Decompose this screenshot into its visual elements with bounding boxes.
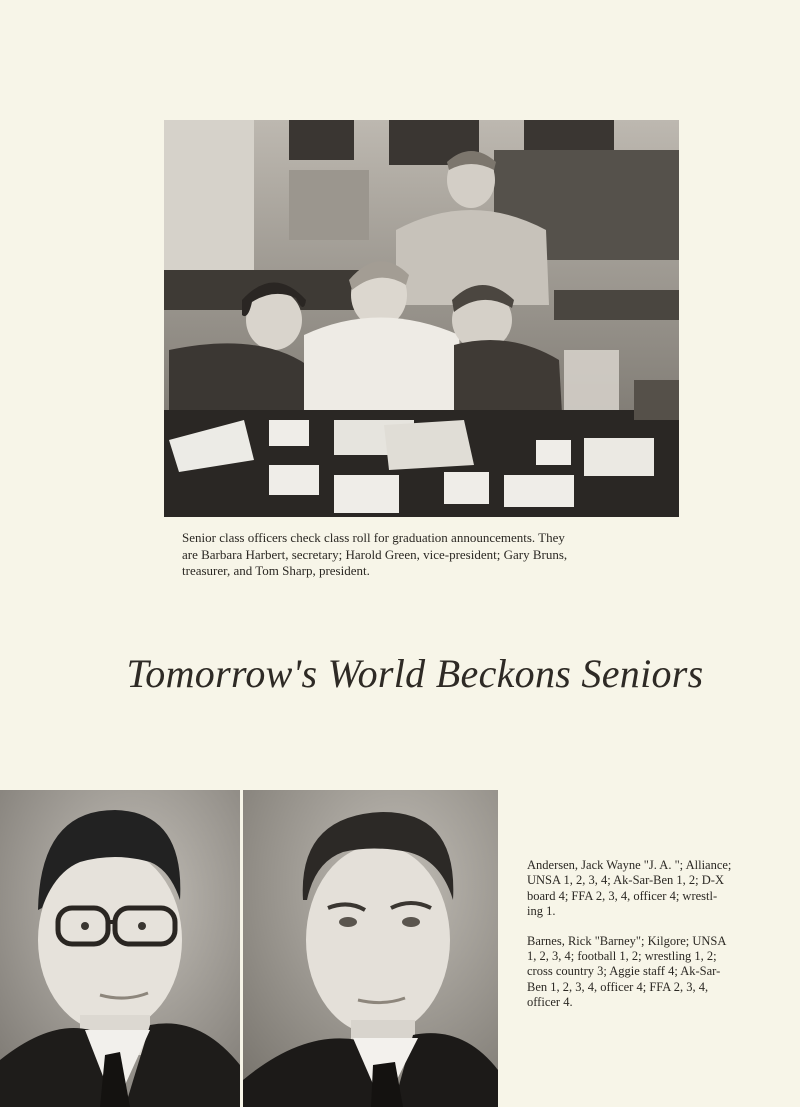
portrait-image <box>243 790 498 1107</box>
bio-line: Andersen, Jack Wayne "J. A. "; Alliance; <box>527 858 732 872</box>
senior-bios <box>527 858 792 1025</box>
senior-portrait-andersen <box>0 790 240 1107</box>
caption-line: are Barbara Harbert, secretary; Harold Green, vice-president; Gary Bruns, <box>182 546 568 562</box>
photo-caption <box>182 530 672 580</box>
bio-line: ing 1. <box>527 904 556 919</box>
bio-line: UNSA 1, 2, 3, 4; Ak-Sar-Ben 1, 2; D-X <box>527 873 724 888</box>
portrait-image <box>0 790 240 1107</box>
bio-line: board 4; FFA 2, 3, 4, officer 4; wrestl- <box>527 888 718 903</box>
caption-line: Senior class officers check class roll for graduation announcements. They <box>182 530 565 545</box>
bio-line: Ben 1, 2, 3, 4, officer 4; FFA 2, 3, 4, <box>527 979 709 994</box>
bio-line: cross country 3; Aggie staff 4; Ak-Sar- <box>527 964 721 979</box>
class-officers-photo-image <box>164 120 679 517</box>
senior-bio-barnes <box>527 934 792 1011</box>
senior-bio-andersen <box>527 858 792 920</box>
bio-line: officer 4. <box>527 995 573 1010</box>
page-headline: Tomorrow's World Beckons Seniors <box>126 651 704 696</box>
bio-line: Barnes, Rick "Barney"; Kilgore; UNSA <box>527 933 727 948</box>
caption-line: treasurer, and Tom Sharp, president. <box>182 563 370 578</box>
class-officers-photo <box>164 120 679 517</box>
bio-line: 1, 2, 3, 4; football 1, 2; wrestling 1, 2; <box>527 949 717 964</box>
senior-portrait-barnes <box>243 790 498 1107</box>
